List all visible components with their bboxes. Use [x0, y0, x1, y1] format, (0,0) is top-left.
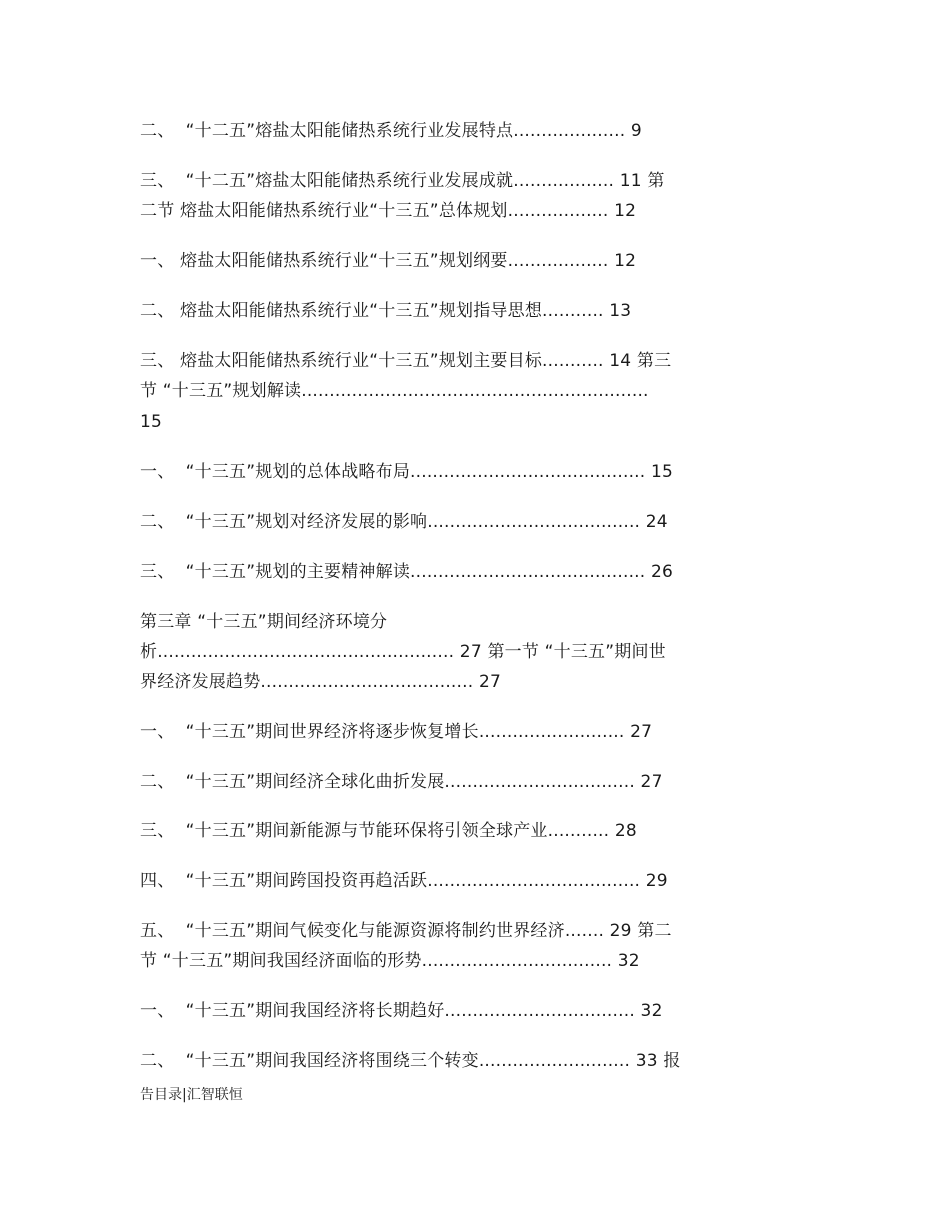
toc-line: 三、 “十三五”期间新能源与节能环保将引领全球产业........... 28	[140, 821, 637, 841]
toc-line: 15	[140, 412, 163, 432]
toc-line: 二节 熔盐太阳能储热系统行业“十三五”总体规划.................. 12	[140, 201, 637, 221]
toc-line: 节 “十三五”规划解读..............................................................	[140, 381, 649, 401]
toc-line: 五、 “十三五”期间气候变化与能源资源将制约世界经济....... 29 第二	[140, 921, 672, 941]
toc-line: 二、 “十三五”规划对经济发展的影响...................................... 24	[140, 512, 668, 532]
toc-line: 二、 熔盐太阳能储热系统行业“十三五”规划指导思想........... 13	[140, 301, 632, 321]
toc-line: 一、 “十三五”期间我国经济将长期趋好.................................. 32	[140, 1001, 663, 1021]
toc-line: 三、 “十三五”规划的主要精神解读.......................................... 26	[140, 562, 674, 582]
toc-line: 节 “十三五”期间我国经济面临的形势.................................. 32	[140, 951, 640, 971]
toc-line: 一、 “十三五”期间世界经济将逐步恢复增长.......................... 27	[140, 722, 653, 742]
toc-line: 第三章 “十三五”期间经济环境分	[140, 612, 388, 632]
toc-line: 二、 “十三五”期间我国经济将围绕三个转变........................... 33 报	[140, 1051, 681, 1071]
toc-line: 三、 熔盐太阳能储热系统行业“十三五”规划主要目标........... 14 第三	[140, 351, 672, 371]
toc-line: 一、 “十三五”规划的总体战略布局.......................................... 15	[140, 462, 674, 482]
toc-line: 四、 “十三五”期间跨国投资再趋活跃...................................... 29	[140, 871, 668, 891]
toc-line: 二、 “十二五”熔盐太阳能储热系统行业发展特点.................... 9	[140, 121, 642, 141]
toc-line: 一、 熔盐太阳能储热系统行业“十三五”规划纲要.................. 12	[140, 251, 637, 271]
toc-line: 界经济发展趋势...................................... 27	[140, 672, 501, 692]
page-footer: 告目录|汇智联恒	[140, 1087, 243, 1103]
toc-line: 二、 “十三五”期间经济全球化曲折发展.................................. 27	[140, 772, 663, 792]
toc-line: 析..................................................... 27 第一节 “十三五”期间世	[140, 642, 666, 662]
toc-line: 三、 “十二五”熔盐太阳能储热系统行业发展成就.................. 11 第	[140, 171, 665, 191]
